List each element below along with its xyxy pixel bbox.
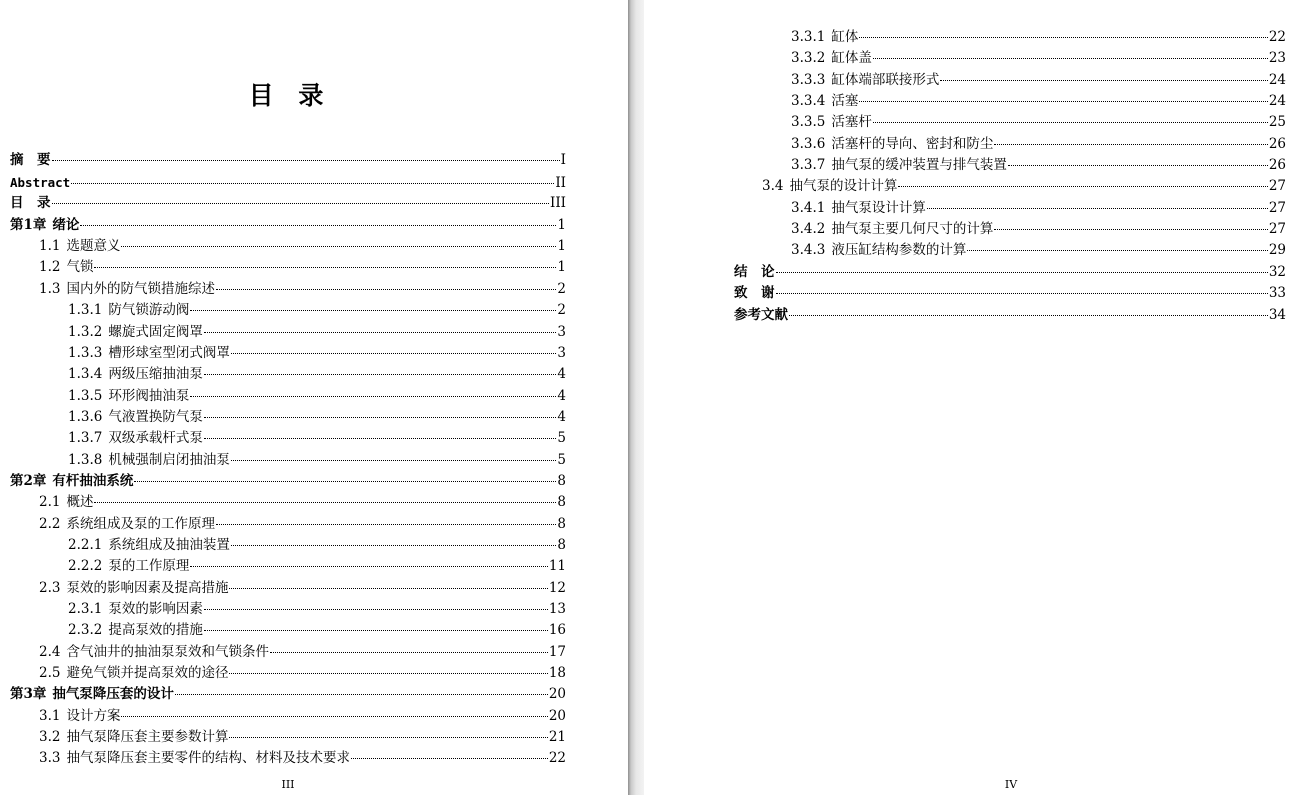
toc-label: 抽气泵的缓冲装置与排气装置 xyxy=(831,157,1007,173)
toc-label: 双级承载杆式泵 xyxy=(108,430,203,446)
toc-number: 第2章 xyxy=(10,473,47,489)
dot-leader xyxy=(80,225,556,226)
toc-label: 抽气泵主要几何尺寸的计算 xyxy=(831,221,994,237)
toc-page-number: 1 xyxy=(557,259,566,275)
toc-label: 绪论 xyxy=(52,217,80,233)
toc-number: 3.4.3 xyxy=(791,242,826,258)
toc-entry-1-3-7[interactable] xyxy=(68,428,566,449)
toc-label: 气锁 xyxy=(66,259,94,275)
toc-number: 1.3 xyxy=(39,281,61,297)
dot-leader xyxy=(229,673,547,674)
dot-leader xyxy=(776,293,1268,294)
toc-number: 1.3.4 xyxy=(68,366,103,382)
toc-entry-2-4[interactable] xyxy=(39,642,566,663)
toc-number: 2.3.1 xyxy=(68,601,103,617)
toc-page-number: 8 xyxy=(557,516,566,532)
toc-label: 缸体端部联接形式 xyxy=(831,72,940,88)
toc-title: 目 录 xyxy=(248,81,332,110)
toc-number: 3.1 xyxy=(39,708,61,724)
dot-leader xyxy=(967,250,1267,251)
dot-leader xyxy=(121,716,547,717)
toc-number: 3.3.3 xyxy=(791,72,826,88)
dot-leader xyxy=(175,694,548,695)
dot-leader xyxy=(270,652,548,653)
toc-page-number: 3 xyxy=(557,345,566,361)
dot-leader xyxy=(927,208,1268,209)
dot-leader xyxy=(873,122,1268,123)
toc-entry-1-1[interactable] xyxy=(39,236,566,257)
dot-leader xyxy=(204,374,557,375)
toc-page-number: 20 xyxy=(548,708,566,724)
toc-number: 3.3.4 xyxy=(791,93,826,109)
toc-page-number: 25 xyxy=(1268,114,1286,130)
toc-label: 避免气锁并提高泵效的途径 xyxy=(66,665,229,681)
dot-leader xyxy=(52,160,560,161)
toc-page-number: 27 xyxy=(1268,178,1286,194)
toc-number: 1.3.3 xyxy=(68,345,103,361)
toc-page-number: I xyxy=(560,152,566,168)
toc-number: 3.2 xyxy=(39,729,61,745)
toc-label: 抽气泵降压套的设计 xyxy=(52,686,174,702)
page-gutter xyxy=(628,0,644,795)
dot-leader xyxy=(94,267,556,268)
toc-entry-3-1[interactable] xyxy=(39,706,566,727)
toc-number: 1.3.6 xyxy=(68,409,103,425)
toc-page-number: 33 xyxy=(1268,285,1286,301)
toc-page-number: 8 xyxy=(557,537,566,553)
toc-entry-conclusion[interactable] xyxy=(734,262,1286,283)
toc-entry-3-4-2[interactable] xyxy=(791,219,1286,240)
toc-label: 两级压缩抽油泵 xyxy=(108,366,203,382)
toc-entry-3-3-2[interactable] xyxy=(791,48,1286,69)
toc-number: 3.3 xyxy=(39,750,61,766)
toc-page-number: 27 xyxy=(1268,221,1286,237)
toc-entry-1-3-4[interactable] xyxy=(68,364,566,385)
toc-entry-3-4-1[interactable] xyxy=(791,198,1286,219)
dot-leader xyxy=(190,310,556,311)
toc-page-number: 22 xyxy=(1268,29,1286,45)
toc-page-number: 4 xyxy=(557,388,566,404)
toc-entry-2-2-2[interactable] xyxy=(68,556,566,577)
left-page xyxy=(0,0,628,795)
dot-leader xyxy=(204,630,548,631)
toc-label: 抽气泵设计计算 xyxy=(831,200,926,216)
toc-label: 缸体 xyxy=(831,29,859,45)
toc-number: 3.3.2 xyxy=(791,50,826,66)
toc-entry-3-3-1[interactable] xyxy=(791,27,1286,48)
toc-label: 液压缸结构参数的计算 xyxy=(831,242,967,258)
toc-label: 泵效的影响因素 xyxy=(108,601,203,617)
toc-page-number: 2 xyxy=(557,302,566,318)
toc-number: 3.3.6 xyxy=(791,136,826,152)
toc-label: 泵效的影响因素及提高措施 xyxy=(66,580,229,596)
dot-leader xyxy=(776,272,1268,273)
toc-entry-2-1[interactable] xyxy=(39,492,566,513)
toc-entry-abstract-cn[interactable] xyxy=(10,150,566,171)
page-footer-number: III xyxy=(281,778,295,791)
toc-entry-2-2[interactable] xyxy=(39,514,566,535)
dot-leader xyxy=(134,481,556,482)
toc-label: 系统组成及泵的工作原理 xyxy=(66,516,215,532)
dot-leader xyxy=(204,417,557,418)
toc-entry-3-3-3[interactable] xyxy=(791,70,1286,91)
dot-leader xyxy=(873,58,1268,59)
toc-entry-2-2-1[interactable] xyxy=(68,535,566,556)
dot-leader xyxy=(204,438,557,439)
toc-label: 抽气泵降压套主要参数计算 xyxy=(66,729,229,745)
dot-leader xyxy=(190,566,547,567)
toc-number: 3.4 xyxy=(762,178,784,194)
toc-entry-abstract-en[interactable] xyxy=(10,172,566,193)
toc-page-number: 8 xyxy=(557,473,566,489)
toc-label: 活塞杆的导向、密封和防尘 xyxy=(831,136,994,152)
toc-label: Abstract xyxy=(10,175,71,190)
dot-leader xyxy=(71,183,554,184)
dot-leader xyxy=(789,315,1268,316)
dot-leader xyxy=(859,101,1267,102)
dot-leader xyxy=(216,289,556,290)
dot-leader xyxy=(94,502,556,503)
right-page xyxy=(644,0,1293,795)
toc-entry-3-3[interactable] xyxy=(39,748,566,769)
toc-number: 3.4.2 xyxy=(791,221,826,237)
toc-entry-3-2[interactable] xyxy=(39,727,566,748)
toc-entry-1-3-6[interactable] xyxy=(68,407,566,428)
toc-page-number: II xyxy=(555,175,566,191)
toc-label: 系统组成及抽油装置 xyxy=(108,537,230,553)
dot-leader xyxy=(231,353,557,354)
toc-page-number: 1 xyxy=(557,217,566,233)
toc-label: 国内外的防气锁措施综述 xyxy=(66,281,215,297)
toc-entry-1-3-2[interactable] xyxy=(68,322,566,343)
toc-label: 提高泵效的措施 xyxy=(108,622,203,638)
dot-leader xyxy=(204,609,548,610)
toc-entry-2-3-1[interactable] xyxy=(68,599,566,620)
toc-page-number: 29 xyxy=(1268,242,1286,258)
toc-page-number: 22 xyxy=(548,750,566,766)
toc-label: 含气油井的抽油泵泵效和气锁条件 xyxy=(66,644,269,660)
toc-page-number: 18 xyxy=(548,665,566,681)
toc-label: 机械强制启闭抽油泵 xyxy=(108,452,230,468)
toc-label: 摘 要 xyxy=(10,152,51,168)
toc-label: 螺旋式固定阀罩 xyxy=(108,324,203,340)
dot-leader xyxy=(204,332,557,333)
toc-page-number: 20 xyxy=(548,686,566,702)
toc-number: 2.1 xyxy=(39,494,61,510)
dot-leader xyxy=(994,144,1267,145)
toc-label: 结 论 xyxy=(734,264,775,280)
toc-entry-chapter-1[interactable] xyxy=(10,215,566,236)
dot-leader xyxy=(231,460,557,461)
toc-entry-1-3-3[interactable] xyxy=(68,343,566,364)
toc-label: 致 谢 xyxy=(734,285,775,301)
toc-label: 抽气泵的设计计算 xyxy=(789,178,898,194)
dot-leader xyxy=(190,396,556,397)
toc-number: 3.3.5 xyxy=(791,114,826,130)
toc-number: 3.3.7 xyxy=(791,157,826,173)
toc-number: 1.3.7 xyxy=(68,430,103,446)
toc-number: 第3章 xyxy=(10,686,47,702)
toc-page-number: 1 xyxy=(557,238,566,254)
toc-entry-3-4-3[interactable] xyxy=(791,240,1286,261)
toc-page-number: 24 xyxy=(1268,72,1286,88)
toc-page-number: 5 xyxy=(557,452,566,468)
toc-label: 气液置换防气泵 xyxy=(108,409,203,425)
toc-entry-acknowledgement[interactable] xyxy=(734,283,1286,304)
dot-leader xyxy=(229,737,547,738)
toc-page-number: 34 xyxy=(1268,307,1286,323)
dot-leader xyxy=(351,758,548,759)
toc-entry-2-3[interactable] xyxy=(39,578,566,599)
toc-page-number: 17 xyxy=(548,644,566,660)
toc-label: 环形阀抽油泵 xyxy=(108,388,190,404)
dot-leader xyxy=(229,588,547,589)
toc-page-number: 4 xyxy=(557,366,566,382)
toc-number: 1.3.8 xyxy=(68,452,103,468)
toc-number: 1.1 xyxy=(39,238,61,254)
toc-page-number: 21 xyxy=(548,729,566,745)
toc-label: 目 录 xyxy=(10,195,51,211)
toc-page-number: III xyxy=(550,195,566,211)
toc-entry-3-4[interactable] xyxy=(762,176,1286,197)
dot-leader xyxy=(121,246,556,247)
toc-label: 防气锁游动阀 xyxy=(108,302,190,318)
toc-page-number: 27 xyxy=(1268,200,1286,216)
toc-label: 设计方案 xyxy=(66,708,121,724)
toc-label: 选题意义 xyxy=(66,238,121,254)
toc-entry-chapter-3[interactable] xyxy=(10,684,566,705)
toc-label: 概述 xyxy=(66,494,94,510)
dot-leader xyxy=(52,203,550,204)
toc-page-number: 2 xyxy=(557,281,566,297)
toc-entry-1-3-8[interactable] xyxy=(68,450,566,471)
toc-number: 2.2 xyxy=(39,516,61,532)
toc-number: 2.2.1 xyxy=(68,537,103,553)
toc-entry-contents[interactable] xyxy=(10,193,566,214)
toc-entry-3-3-4[interactable] xyxy=(791,91,1286,112)
toc-entry-1-3-1[interactable] xyxy=(68,300,566,321)
toc-entry-1-3[interactable] xyxy=(39,279,566,300)
toc-label: 活塞 xyxy=(831,93,859,109)
toc-number: 2.5 xyxy=(39,665,61,681)
toc-label: 缸体盖 xyxy=(831,50,872,66)
toc-number: 第1章 xyxy=(10,217,47,233)
toc-label: 抽气泵降压套主要零件的结构、材料及技术要求 xyxy=(66,750,350,766)
toc-label: 槽形球室型闭式阀罩 xyxy=(108,345,230,361)
toc-page-number: 26 xyxy=(1268,136,1286,152)
toc-label: 活塞杆 xyxy=(831,114,872,130)
dot-leader xyxy=(859,37,1267,38)
toc-entry-chapter-2[interactable] xyxy=(10,471,566,492)
toc-entry-references[interactable] xyxy=(734,305,1286,326)
toc-entry-2-5[interactable] xyxy=(39,663,566,684)
toc-number: 1.3.2 xyxy=(68,324,103,340)
toc-label: 参考文献 xyxy=(734,307,788,323)
dot-leader xyxy=(940,80,1267,81)
toc-entry-1-3-5[interactable] xyxy=(68,386,566,407)
toc-number: 1.3.1 xyxy=(68,302,103,318)
toc-page-number: 8 xyxy=(557,494,566,510)
toc-page-number: 16 xyxy=(548,622,566,638)
toc-page-number: 24 xyxy=(1268,93,1286,109)
dot-leader xyxy=(994,229,1267,230)
toc-label: 泵的工作原理 xyxy=(108,558,190,574)
toc-number: 2.2.2 xyxy=(68,558,103,574)
dot-leader xyxy=(898,186,1267,187)
toc-entry-3-3-7[interactable] xyxy=(791,155,1286,176)
toc-entry-3-3-5[interactable] xyxy=(791,112,1286,133)
toc-page-number: 12 xyxy=(548,580,566,596)
toc-page-number: 5 xyxy=(557,430,566,446)
toc-entry-3-3-6[interactable] xyxy=(791,134,1286,155)
toc-page-number: 32 xyxy=(1268,264,1286,280)
toc-number: 1.3.5 xyxy=(68,388,103,404)
toc-number: 2.3 xyxy=(39,580,61,596)
dot-leader xyxy=(216,524,556,525)
toc-page-number: 4 xyxy=(557,409,566,425)
toc-number: 1.2 xyxy=(39,259,61,275)
toc-page-number: 11 xyxy=(548,558,566,574)
dot-leader xyxy=(1008,165,1268,166)
toc-number: 3.3.1 xyxy=(791,29,826,45)
page-footer-number: IV xyxy=(1004,778,1018,791)
dot-leader xyxy=(231,545,557,546)
toc-number: 2.4 xyxy=(39,644,61,660)
toc-number: 2.3.2 xyxy=(68,622,103,638)
toc-page-number: 26 xyxy=(1268,157,1286,173)
toc-number: 3.4.1 xyxy=(791,200,826,216)
toc-label: 有杆抽油系统 xyxy=(52,473,134,489)
toc-page-number: 13 xyxy=(548,601,566,617)
toc-entry-1-2[interactable] xyxy=(39,257,566,278)
toc-page-number: 23 xyxy=(1268,50,1286,66)
toc-entry-2-3-2[interactable] xyxy=(68,620,566,641)
toc-page-number: 3 xyxy=(557,324,566,340)
